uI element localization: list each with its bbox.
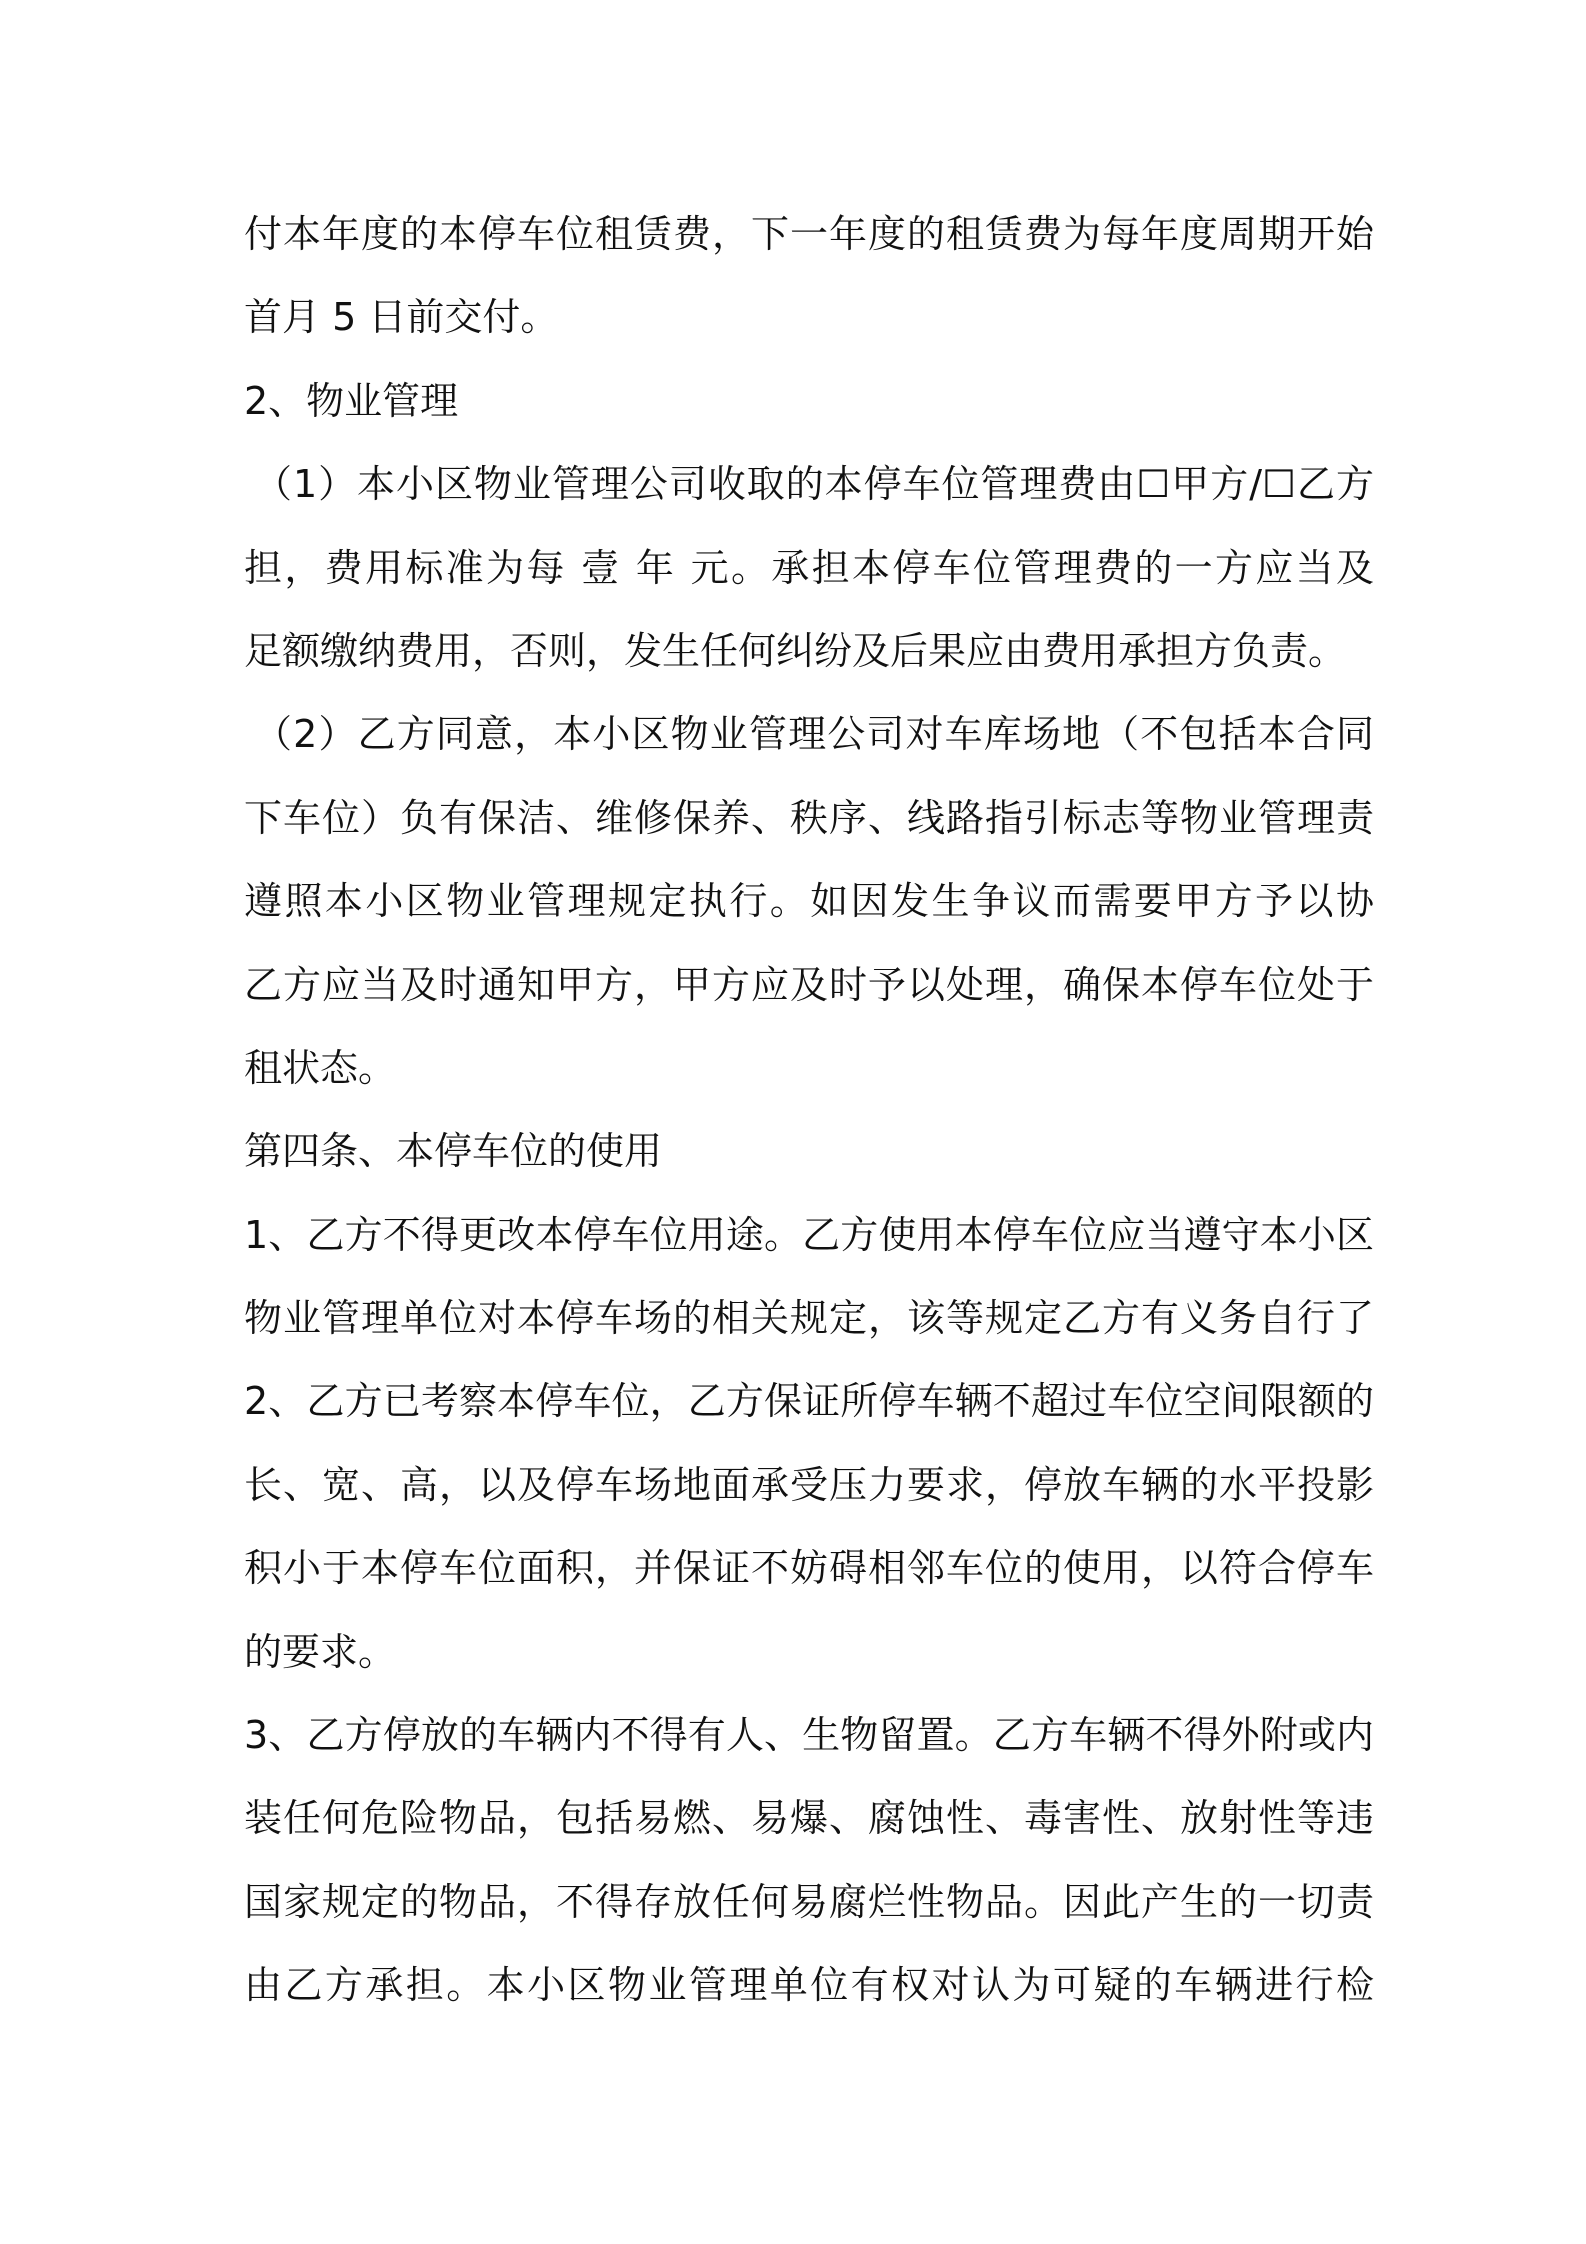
text-line: 遵照本小区物业管理规定执行。如因发生争议而需要甲方予以协 xyxy=(244,879,1374,924)
article-heading: 第四条、本停车位的使用 xyxy=(244,1129,663,1174)
text-line: 的要求。 xyxy=(244,1629,397,1674)
text-line: 足额缴纳费用，否则，发生任何纠纷及后果应由费用承担方负责。 xyxy=(244,628,1347,673)
text-line: 物业管理单位对本停车场的相关规定，该等规定乙方有义务自行了 xyxy=(244,1296,1374,1341)
text-line: 租状态。 xyxy=(244,1045,397,1090)
text-line: 1、乙方不得更改本停车位用途。乙方使用本停车位应当遵守本小区 xyxy=(244,1212,1374,1257)
text-line: 2、乙方已考察本停车位，乙方保证所停车辆不超过车位空间限额的 xyxy=(244,1379,1374,1424)
text-line: 3、乙方停放的车辆内不得有人、生物留置。乙方车辆不得外附或内 xyxy=(244,1713,1374,1758)
text-line: 首月 5 日前交付。 xyxy=(244,295,559,340)
text-line: （2）乙方同意，本小区物业管理公司对车库场地（不包括本合同 xyxy=(254,712,1374,757)
text-line: 由乙方承担。本小区物业管理单位有权对认为可疑的车辆进行检 xyxy=(244,1963,1374,2008)
document-body xyxy=(244,193,1374,2028)
text-line: 装任何危险物品，包括易燃、易爆、腐蚀性、毒害性、放射性等违 xyxy=(244,1796,1374,1841)
text-line: 付本年度的本停车位租赁费，下一年度的租赁费为每年度周期开始 xyxy=(244,212,1374,256)
text-line: 长、宽、高，以及停车场地面承受压力要求，停放车辆的水平投影 xyxy=(244,1462,1374,1507)
text-line: 乙方应当及时通知甲方，甲方应及时予以处理，确保本停车位处于 xyxy=(244,962,1374,1007)
section-heading: 2、物业管理 xyxy=(244,378,459,423)
text-line: 担，费用标准为每 壹 年 元。承担本停车位管理费的一方应当及 xyxy=(244,545,1374,590)
text-line: （1）本小区物业管理公司收取的本停车位管理费由☐甲方/☐乙方 xyxy=(254,462,1374,507)
text-line: 下车位）负有保洁、维修保养、秩序、线路指引标志等物业管理责 xyxy=(244,795,1374,840)
text-line: 国家规定的物品，不得存放任何易腐烂性物品。因此产生的一切责 xyxy=(244,1879,1374,1924)
text-line: 积小于本停车位面积，并保证不妨碍相邻车位的使用，以符合停车 xyxy=(244,1546,1374,1591)
